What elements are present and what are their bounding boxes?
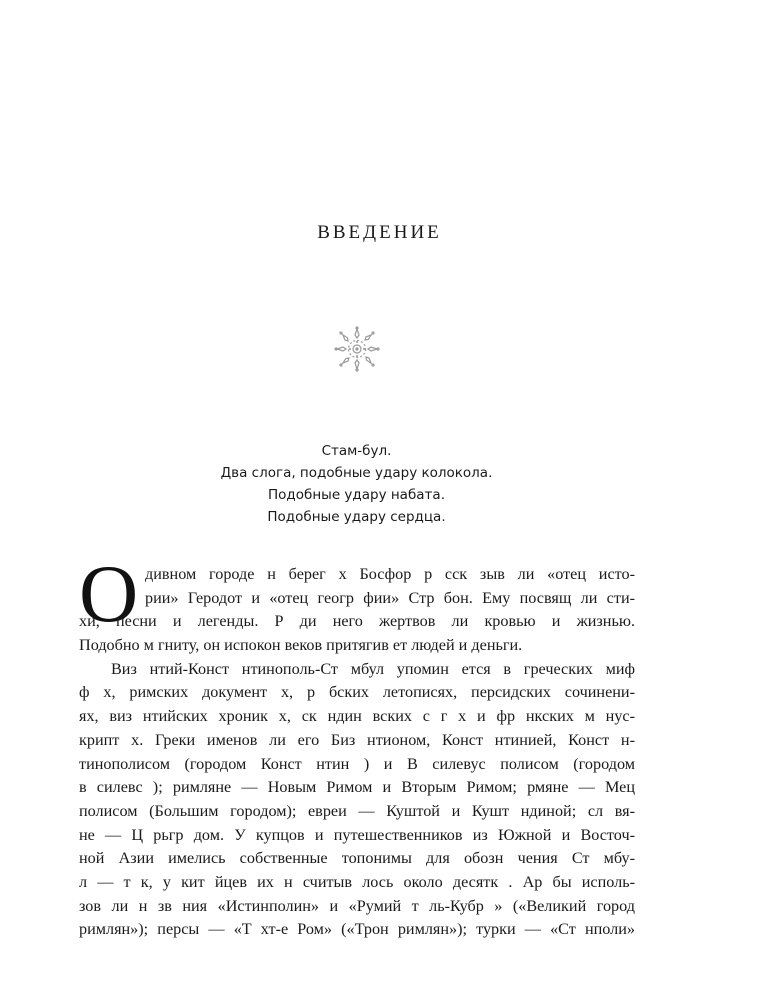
epigraph-line: Два слога, подобные удару колокола. <box>220 465 493 481</box>
text-line: римлян»); персы — «Т хт-е Ром» («Трон римлян»); турки — «Ст нполи» <box>79 920 635 939</box>
text-line: крипт х. Греки именов ли его Биз нтионом, Конст нтинией, Конст н- <box>79 730 635 749</box>
text-line: Виз нтий-Конст нтинополь-Ст мбул упомин ется в греческих миф <box>111 659 635 678</box>
text-line: ях, виз нтийских хроник х, ск ндин вских с г х и фр нкских м нус- <box>79 707 635 726</box>
epigraph-line: Стам-бул. <box>321 443 392 459</box>
epigraph <box>0 440 713 528</box>
text-line: ф х, римских документ х, р бских летописях, персидских сочинени- <box>79 683 635 702</box>
text-line: тинополисом (городом Конст нтин ) и В силевус полисом (городом <box>79 754 635 773</box>
text-line: в силевс ); римляне — Новым Римом и Вторым Римом; рмяне — Мец <box>79 778 635 797</box>
text-line: Подобно м гниту, он испокон веков притягив ет людей и деньги. <box>79 636 523 655</box>
epigraph-line: Подобные удару сердца. <box>267 509 446 525</box>
epigraph-line: Подобные удару набата. <box>268 487 445 503</box>
chapter-title: ВВЕДЕНИЕ <box>317 222 442 243</box>
text-line: полисом (Большим городом); евреи — Куштой и Кушт ндиной; сл вя- <box>79 801 635 820</box>
body-text <box>79 563 635 942</box>
text-line: рии» Геродот и «отец геогр фии» Стр бон. Ему посвящ ли сти- <box>145 588 635 607</box>
drop-cap: О <box>79 548 139 639</box>
ornament-rosette-icon <box>334 326 380 372</box>
text-line: не — Ц рьгр дом. У купцов и путешественников из Южной и Восточ- <box>79 825 635 844</box>
text-line: хи, песни и легенды. Р ди него жертвов ли кровью и жизнью. <box>79 612 635 631</box>
text-line: зов ли н зв ния «Истинполин» и «Румий т ль-Кубр » («Великий город <box>79 896 635 915</box>
text-line: дивном городе н берег х Босфор р сск зыв ли «отец исто- <box>145 565 635 583</box>
text-line: л — т к, у кит йцев их н считыв лось около десятк . Ар бы исполь- <box>79 872 635 891</box>
text-line: ной Азии имелись собственные топонимы для обозн чения Ст мбу- <box>79 849 635 868</box>
